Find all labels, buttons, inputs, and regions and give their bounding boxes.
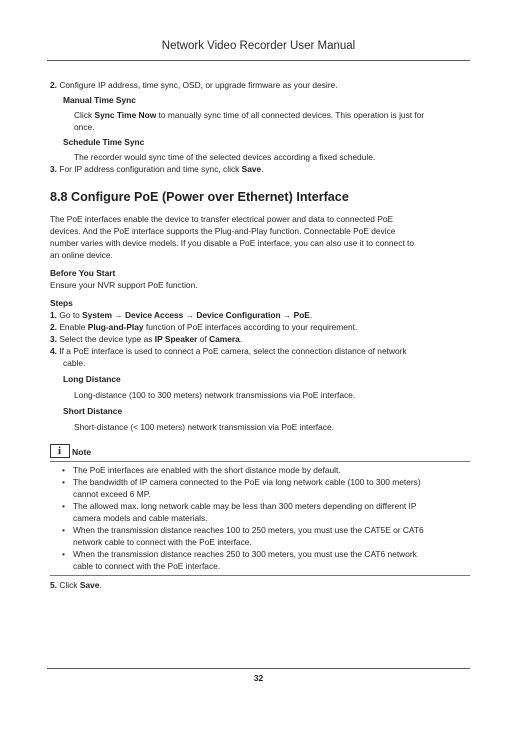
note-icon-glyph: i bbox=[58, 445, 62, 457]
step-number: 2. bbox=[50, 80, 57, 90]
bullet-dot-icon: • bbox=[62, 465, 65, 475]
text-run: Select the device type as bbox=[59, 334, 155, 344]
page-header: Network Video Recorder User Manual bbox=[161, 40, 356, 52]
note-divider-top bbox=[50, 461, 470, 462]
note-label: Note bbox=[72, 447, 92, 457]
text-run: . bbox=[99, 580, 102, 590]
page-content bbox=[50, 79, 470, 591]
section-paragraph-line: number varies with device models. If you disable a PoE interface, you can also use it to connect to bbox=[50, 238, 415, 248]
note-bullet-line: cannot exceed 6 MP. bbox=[73, 489, 151, 499]
step-text: Configure IP address, time sync, OSD, or upgrade firmware as your desire. bbox=[59, 80, 338, 90]
note-bullet-line: cable to connect with the PoE interface. bbox=[73, 561, 221, 571]
step-number: 3. bbox=[50, 334, 57, 344]
step-number: 2. bbox=[50, 322, 57, 332]
short-distance-title: Short Distance bbox=[63, 406, 123, 416]
note-bullet-line: camera models and cable materials. bbox=[73, 513, 208, 523]
footer-divider bbox=[47, 668, 470, 669]
note-bullet-line: The PoE interfaces are enabled with the short distance mode by default. bbox=[73, 465, 341, 475]
header-divider bbox=[47, 60, 470, 61]
text-run: . bbox=[261, 164, 264, 174]
note-bullet-line: The allowed max. long network cable may be less than 300 meters depending on different IP bbox=[73, 501, 417, 511]
note-bullet-item bbox=[50, 476, 470, 500]
plug-and-play-label: Plug-and-Play bbox=[87, 322, 144, 332]
note-bullet-line: When the transmission distance reaches 100 to 250 meters, you must use the CAT5E or CAT6 bbox=[73, 525, 424, 535]
schedule-time-sync-text: The recorder would sync time of the selected devices according a fixed schedule. bbox=[74, 152, 376, 162]
camera-label: Camera bbox=[209, 334, 240, 344]
note-bullets bbox=[50, 464, 470, 572]
manual-time-sync-text-cont: once. bbox=[74, 122, 95, 132]
text-run: . bbox=[239, 334, 243, 344]
text-run: If a PoE interface is used to connect a PoE camera, select the connection distance of network bbox=[59, 346, 407, 356]
note-bullet-item bbox=[50, 500, 470, 524]
step-number: 4. bbox=[50, 346, 57, 356]
step-number: 1. bbox=[50, 310, 57, 320]
text-run: function of PoE interfaces according to your requirement. bbox=[143, 322, 358, 332]
section-paragraph-line: The PoE interfaces enable the device to transfer electrical power and data to connected PoE bbox=[50, 214, 394, 224]
short-distance-text: Short-distance (< 100 meters) network transmission via PoE interface. bbox=[74, 422, 334, 432]
note-bullet-line: When the transmission distance reaches 250 to 300 meters, you must use the CAT6 network bbox=[73, 549, 417, 559]
text-run: of bbox=[197, 334, 210, 344]
long-distance-text: Long-distance (100 to 300 meters) network transmissions via PoE interface. bbox=[74, 390, 356, 400]
sync-time-now-label: Sync Time Now bbox=[94, 110, 157, 120]
note-divider-bottom bbox=[50, 575, 470, 576]
save-label: Save bbox=[241, 164, 262, 174]
save-label: Save bbox=[79, 580, 100, 590]
step-number: 3. bbox=[50, 164, 57, 174]
step-1-navigate bbox=[50, 309, 470, 321]
text-run: Enable bbox=[59, 322, 88, 332]
steps-title: Steps bbox=[50, 298, 73, 308]
text-run: Click bbox=[59, 580, 80, 590]
step-2-configure bbox=[50, 79, 470, 91]
step-number: 5. bbox=[50, 580, 57, 590]
note-bullet-item bbox=[50, 464, 470, 476]
long-distance-title: Long Distance bbox=[63, 374, 121, 384]
text-run: to manually sync time of all connected devices. This operation is just for bbox=[156, 110, 425, 120]
step-3-select-type bbox=[50, 333, 470, 345]
bullet-dot-icon: • bbox=[62, 549, 65, 559]
step-4-distance-cont: cable. bbox=[63, 358, 86, 368]
page-number: 32 bbox=[253, 673, 264, 683]
step-3-save bbox=[50, 163, 470, 175]
note-bullet-item bbox=[50, 524, 470, 548]
section-paragraph-line: an online device. bbox=[50, 250, 113, 260]
bullet-dot-icon: • bbox=[62, 501, 65, 511]
step-4-distance bbox=[50, 345, 470, 357]
note-bullet-line: The bandwidth of IP camera connected to the PoE via long network cable (100 to 300 meters) bbox=[73, 477, 421, 487]
step-2-enable bbox=[50, 321, 470, 333]
bullet-dot-icon: • bbox=[62, 477, 65, 487]
bullet-dot-icon: • bbox=[62, 525, 65, 535]
section-title: 8.8 Configure PoE (Power over Ethernet) Interface bbox=[50, 190, 349, 204]
ip-speaker-label: IP Speaker bbox=[154, 334, 198, 344]
text-run: . bbox=[309, 310, 313, 320]
before-you-start-text: Ensure your NVR support PoE function. bbox=[50, 280, 198, 290]
note-bullet-item bbox=[50, 548, 470, 572]
text-run: For IP address configuration and time sync, click bbox=[59, 164, 242, 174]
schedule-time-sync-title: Schedule Time Sync bbox=[63, 137, 145, 147]
note-bullet-line: network cable to connect with the PoE interface. bbox=[73, 537, 252, 547]
note-i-icon bbox=[50, 444, 70, 458]
text-run: Click bbox=[74, 110, 95, 120]
step-5-save bbox=[50, 579, 470, 591]
before-you-start-title: Before You Start bbox=[50, 268, 116, 278]
manual-time-sync-text bbox=[50, 109, 470, 121]
note-header bbox=[50, 442, 470, 458]
manual-time-sync-title: Manual Time Sync bbox=[63, 95, 136, 105]
text-run: Go to bbox=[59, 310, 83, 320]
section-paragraph-line: devices. And the PoE interface supports the Plug-and-Play function. Connectable PoE device bbox=[50, 226, 396, 236]
menu-path: System → Device Access → Device Configuration → PoE bbox=[82, 310, 310, 320]
